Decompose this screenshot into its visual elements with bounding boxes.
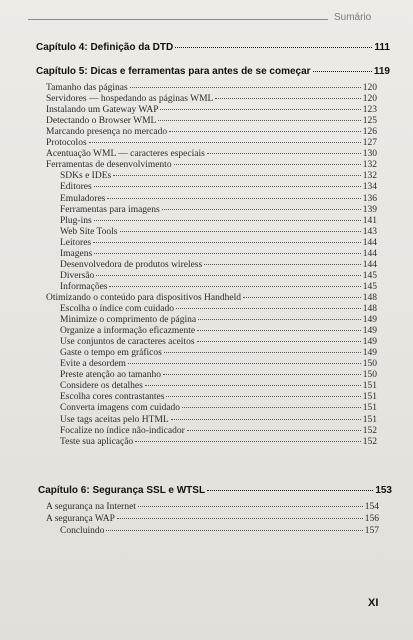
page-number: 120 <box>362 94 377 105</box>
toc-entry <box>46 149 377 159</box>
entry-title: Web Site Tools <box>60 226 118 237</box>
toc-entry <box>60 426 377 436</box>
entry-title: Converta imagens com cuidado <box>60 403 181 414</box>
page-number: 150 <box>362 359 377 370</box>
page-number: 132 <box>362 160 377 171</box>
toc-entry <box>46 127 377 137</box>
chapter-heading <box>36 42 390 53</box>
entry-title: SDKs e IDEs <box>60 171 112 182</box>
toc-entry <box>60 381 377 391</box>
dot-leader <box>109 286 360 287</box>
toc-entry <box>60 526 379 536</box>
page-number: 148 <box>362 304 377 314</box>
page-number: 151 <box>362 392 377 403</box>
dot-leader <box>204 264 361 265</box>
page-number: 152 <box>362 436 377 447</box>
toc-entry <box>60 437 377 447</box>
entry-title: Editores <box>60 182 92 193</box>
entry-title: Marcando presença no mercado <box>46 127 168 138</box>
dot-leader <box>145 385 361 386</box>
page-number: 136 <box>362 193 377 204</box>
dot-leader <box>215 98 360 99</box>
dot-leader <box>243 297 361 298</box>
toc-entry <box>60 415 377 425</box>
page-number: 149 <box>362 315 377 326</box>
chapter-heading <box>38 485 392 496</box>
dot-leader <box>198 319 361 320</box>
toc-entry <box>60 249 377 259</box>
toc-entry <box>60 171 377 181</box>
dot-leader <box>89 142 361 143</box>
dot-leader <box>162 209 361 210</box>
page-number: 151 <box>362 381 377 392</box>
dot-leader <box>96 275 360 276</box>
dot-leader <box>94 186 361 187</box>
toc-entry <box>60 238 377 248</box>
page-number: 132 <box>362 171 377 182</box>
toc-entry <box>60 205 377 215</box>
toc-entry <box>60 403 377 413</box>
toc-entry <box>60 216 377 226</box>
entry-title: Considere os detalhes <box>60 381 143 392</box>
toc-entry <box>60 182 377 192</box>
entry-title: Servidores — hospedando as páginas WML <box>46 94 214 105</box>
dot-leader <box>130 87 361 88</box>
dot-leader <box>160 109 360 110</box>
dot-leader <box>207 153 361 154</box>
toc-entry <box>46 514 379 524</box>
page-number: 134 <box>362 182 377 193</box>
dot-leader <box>94 220 361 221</box>
entry-title: Ferramentas para imagens <box>60 204 160 215</box>
page-number: 120 <box>362 83 377 93</box>
entry-title: Otimizando o conteúdo para dispositivos Handheld <box>46 292 241 303</box>
entry-title: Acentuação WML — caracteres especiais <box>46 149 205 160</box>
dot-leader <box>158 120 360 121</box>
page-number: 111 <box>374 42 390 53</box>
entry-title: Capítulo 4: Definição da DTD <box>36 42 174 53</box>
entry-title: Leitores <box>60 237 92 248</box>
dot-leader <box>197 341 361 342</box>
dot-leader <box>174 164 361 165</box>
dot-leader <box>94 253 361 254</box>
page-folio: XI <box>368 597 379 609</box>
toc-entry <box>46 94 377 104</box>
dot-leader <box>182 407 361 408</box>
entry-title: Emuladores <box>60 193 106 204</box>
page-number: 130 <box>362 149 377 160</box>
toc-entry <box>46 293 377 303</box>
page-number: 148 <box>362 292 377 303</box>
page-number: 119 <box>373 66 390 77</box>
dot-leader <box>169 131 361 132</box>
entry-title: Ferramentas de desenvolvimento <box>46 160 172 171</box>
page-number: 145 <box>362 281 377 292</box>
entry-title: Diversão <box>60 270 95 281</box>
page-number: 126 <box>362 127 377 138</box>
entry-title: Desenvolvedora de produtos wireless <box>60 259 203 270</box>
entry-title: Minimize o comprimento de página <box>60 315 197 326</box>
dot-leader <box>163 374 361 375</box>
toc-entry <box>60 337 377 347</box>
page-number: 123 <box>362 105 377 116</box>
entry-title: Protocolos <box>46 138 87 149</box>
entry-title: Concluindo <box>60 526 105 536</box>
entry-title: Evite a desordem <box>60 359 126 370</box>
entry-title: Use conjuntos de caracteres aceitos <box>60 337 195 348</box>
toc-entry <box>46 105 377 115</box>
page-number: 153 <box>375 485 392 496</box>
page-number: 149 <box>362 326 377 337</box>
entry-title: Informações <box>60 281 108 292</box>
entry-title: Tamanho das páginas <box>46 83 128 93</box>
toc-entry <box>60 282 377 292</box>
toc-entry <box>60 370 377 380</box>
toc-entry <box>46 160 377 170</box>
page-number: 149 <box>362 348 377 359</box>
toc-entry <box>60 348 377 358</box>
entry-title: Escolha o índice com cuidado <box>60 304 174 314</box>
toc-entry <box>60 271 377 281</box>
entry-title: Organize a informação eficazmente <box>60 326 196 337</box>
dot-leader <box>120 231 361 232</box>
dot-leader <box>166 396 360 397</box>
dot-leader <box>176 308 361 309</box>
header-rule <box>28 19 328 20</box>
toc-entry <box>60 227 377 237</box>
page-number: 150 <box>362 370 377 381</box>
dot-leader <box>128 363 361 364</box>
page-number: 145 <box>362 270 377 281</box>
toc-entry <box>60 359 377 369</box>
dot-leader <box>175 47 372 48</box>
entry-title: A segurança WAP <box>46 514 115 524</box>
entry-title: Escolha cores contrastantes <box>60 392 165 403</box>
dot-leader <box>171 419 361 420</box>
page-number: 149 <box>362 337 377 348</box>
entry-title: Imagens <box>60 248 93 259</box>
page-number: 152 <box>362 425 377 436</box>
toc-entry <box>60 260 377 270</box>
dot-leader <box>93 242 361 243</box>
page-number: 125 <box>362 116 377 127</box>
entry-title: A segurança na Internet <box>46 502 136 512</box>
page-number: 144 <box>362 237 377 248</box>
page-number: 151 <box>362 414 377 425</box>
entry-title: Capítulo 6: Segurança SSL e WTSL <box>38 485 206 496</box>
dot-leader <box>117 518 363 519</box>
entry-title: Instalando um Gateway WAP <box>46 105 159 116</box>
dot-leader <box>113 175 361 176</box>
toc-entry <box>60 392 377 402</box>
toc-entry <box>46 502 379 512</box>
page-number: 141 <box>362 215 377 226</box>
page-number: 144 <box>362 248 377 259</box>
page-number: 154 <box>364 502 379 512</box>
page-number: 139 <box>362 204 377 215</box>
page-number: 151 <box>362 403 377 414</box>
dot-leader <box>197 330 361 331</box>
running-header: Sumário <box>334 12 372 23</box>
dot-leader <box>107 198 360 199</box>
dot-leader <box>313 71 372 72</box>
dot-leader <box>164 352 361 353</box>
dot-leader <box>135 441 361 442</box>
entry-title: Preste atenção ao tamanho <box>60 370 162 381</box>
toc-entry <box>60 194 377 204</box>
entry-title: Gaste o tempo em gráficos <box>60 348 162 359</box>
dot-leader <box>138 506 363 507</box>
entry-title: Capítulo 5: Dicas e ferramentas para antes de se começar <box>36 66 311 77</box>
dot-leader <box>106 530 362 531</box>
page-number: 144 <box>362 259 377 270</box>
entry-title: Detectando o Browser WML <box>46 116 157 127</box>
toc-entry <box>60 315 377 325</box>
page-number: 156 <box>364 514 379 524</box>
dot-leader <box>207 490 373 491</box>
toc-entry <box>46 116 377 126</box>
chapter-heading <box>36 66 390 77</box>
page-number: 157 <box>364 526 379 536</box>
entry-title: Teste sua aplicação <box>60 436 134 447</box>
toc-entry <box>60 326 377 336</box>
entry-title: Plug-ins <box>60 215 92 226</box>
toc-entry <box>60 304 377 314</box>
page-number: 143 <box>362 226 377 237</box>
page-number: 127 <box>362 138 377 149</box>
entry-title: Use tags aceitas pelo HTML <box>60 414 169 425</box>
toc-entry <box>46 83 377 93</box>
entry-title: Focalize no índice não-indicador <box>60 425 185 436</box>
toc-entry <box>46 138 377 148</box>
dot-leader <box>187 430 361 431</box>
